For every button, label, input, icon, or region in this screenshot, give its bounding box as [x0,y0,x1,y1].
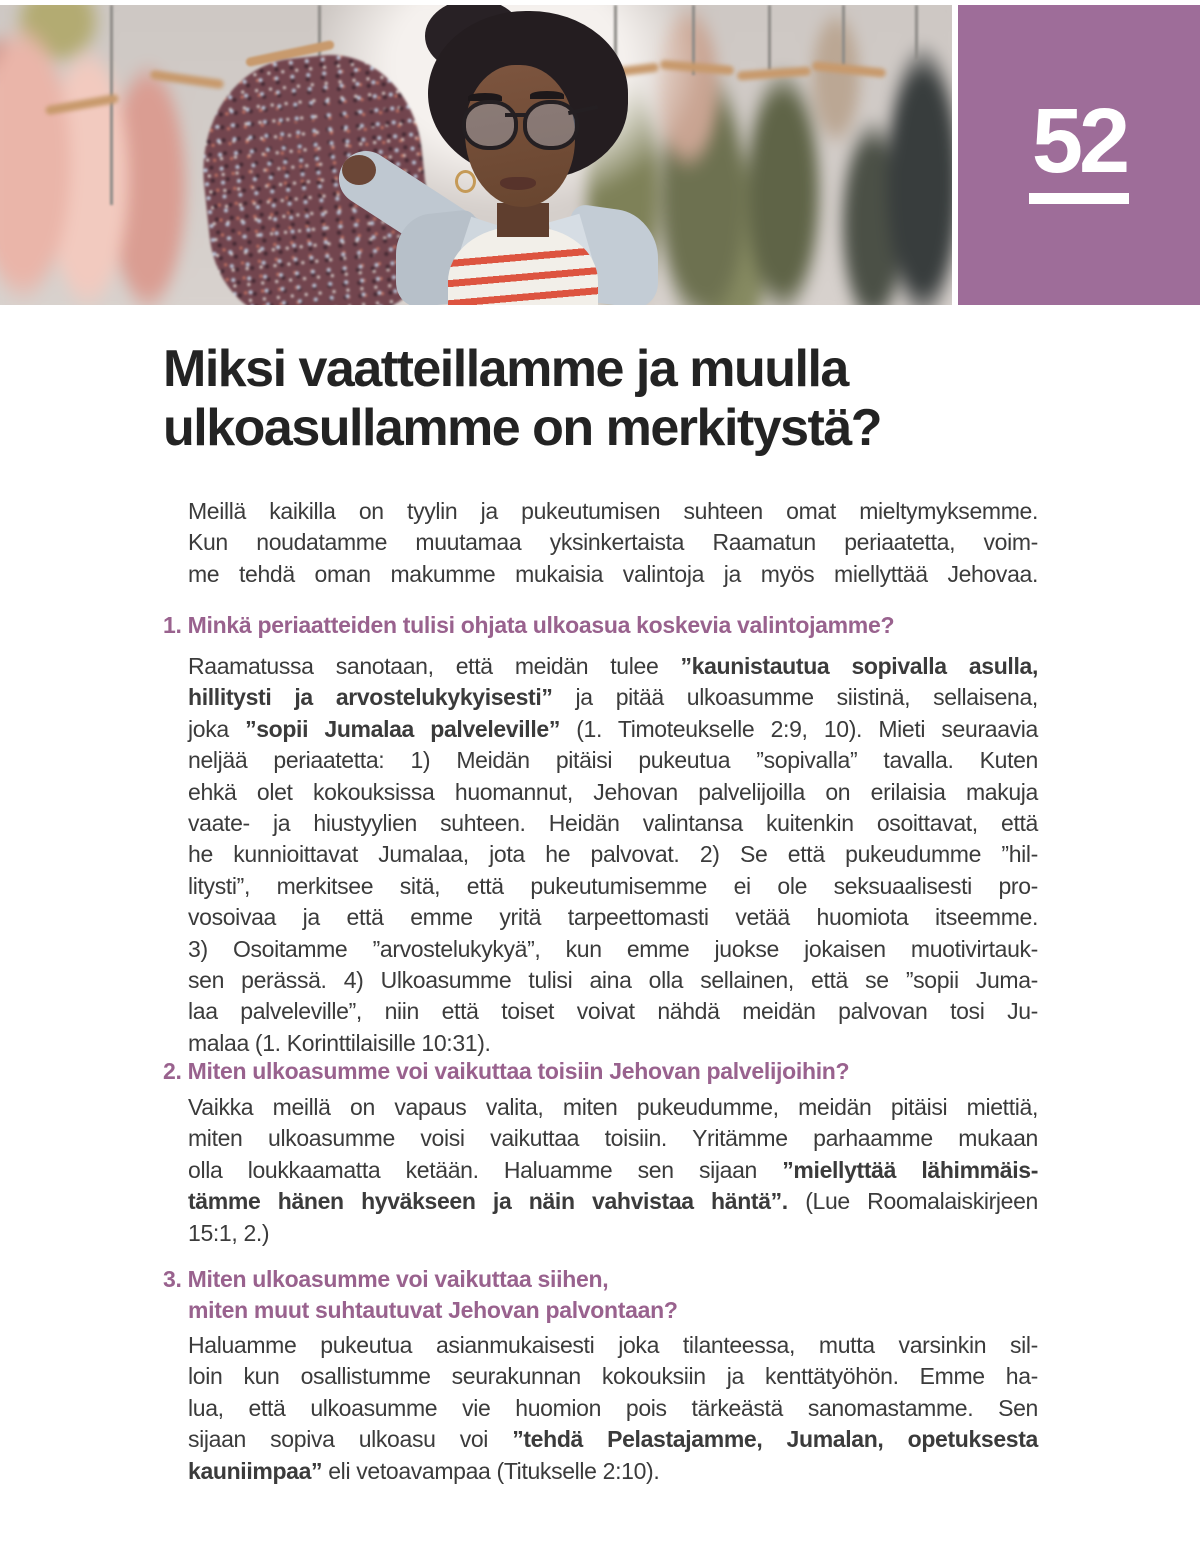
rack-rod [842,5,845,65]
glasses-lens [462,100,518,150]
rack-rod [768,5,771,70]
paragraph-2: Vaikka meillä on vapaus valita, miten pukeudumme, meidän pitäisi miettiä, miten ulkoasumme voisi vaikuttaa toisiin. Yritämme parhaamme mukaan olla loukkaamatta ketään. Haluamme sen sijaan ”miellyttää lähimmäis- tämme hänen hyväkseen ja näin vahvistaa häntä”. (Lue Roomalaiskirjeen 15:1, 2.) [188,1094,1038,1246]
glasses-lens [523,100,579,150]
intro-paragraph: Meillä kaikilla on tyylin ja pukeutumisen suhteen omat mieltymyksemme. Kun noudatamme muutamaa yksinkertaista Raamatun periaatetta, voim- me tehdä oman makumme mukaisia valintoja ja myös miellyttää Jehovaa. [188,498,1038,587]
rack-rod [915,5,918,60]
rack-rod [110,5,113,205]
question-3-heading: 3. Miten ulkoasumme voi vaikuttaa siihen, miten muut suhtautuvat Jehovan palvontaan? [163,1266,678,1323]
question-2-heading: 2. Miten ulkoasumme voi vaikuttaa toisiin Jehovan palvelijoihin? [163,1058,850,1084]
woman-neck [497,203,549,237]
eyebrow [530,91,564,99]
paragraph-1: Raamatussa sanotaan, että meidän tulee ”kaunistautua sopivalla asulla, hillitysti ja arvostelukykyisesti” ja pitää ulkoasumme siistinä, sellaisena, joka ”sopii Jumalaa palveleville” (1. Timoteukselle 2:9, 10). Mieti seuraavia neljää periaatetta: 1) Meidän pitäisi pukeutua ”sopivalla” tavalla. Kuten ehkä olet kokouksissa huomannut, Jehovan palvelijoilla on erilaisia makuja vaate- ja hiustyylien suhteen. Heidän valintansa kuitenkin osoittavat, että he kunnioittavat Jumalaa, jota he palvovat. 2) Se että pukeudumme ”hil- litysti”, merkitsee sitä, että pukeutumisemme ei ole seksuaalisesti pro- vosoivaa ja että emme yritä tarpeettomasti vetää huomiota itseemme. 3) Osoitamme ”arvostelukykyä”, kun emme juokse jokaisen muotivirtauk- sen perässä. 4) Ulkoasumme tulisi aina olla sellainen, että se ”sopii Juma- laa palveleville”, niin että toiset voivat nähdä meidän palvovan tosi Ju- malaa (1. Korinttilaisille 10:31). [188,653,1038,1056]
paragraph-3: Haluamme pukeutua asianmukaisesti joka tilanteessa, mutta varsinkin sil- loin kun osallistumme seurakunnan kokouksiin ja kenttätyöhön. Emme ha- lua, että ulkoasumme vie huomion pois tärkeästä sanomastamme. Sen sijaan sopiva ulkoasu voi ”tehdä Pelastajamme, Jumalan, opetuksesta kauniimpaa” eli vetoavampaa (Titukselle 2:10). [188,1332,1038,1484]
page-title: Miksi vaatteillamme ja muulla ulkoasullamme on merkitystä? [163,340,882,457]
hero-photo [0,5,952,305]
lips [500,177,536,190]
glasses-bridge [505,113,527,117]
lesson-number-badge [958,5,1200,305]
lesson-number-underline [1029,193,1129,204]
woman-hand [342,155,376,185]
question-1-heading: 1. Minkä periaatteiden tulisi ohjata ulkoasua koskevia valintojamme? [163,612,895,638]
earring [455,170,476,193]
lesson-number: 52 [1031,89,1127,192]
